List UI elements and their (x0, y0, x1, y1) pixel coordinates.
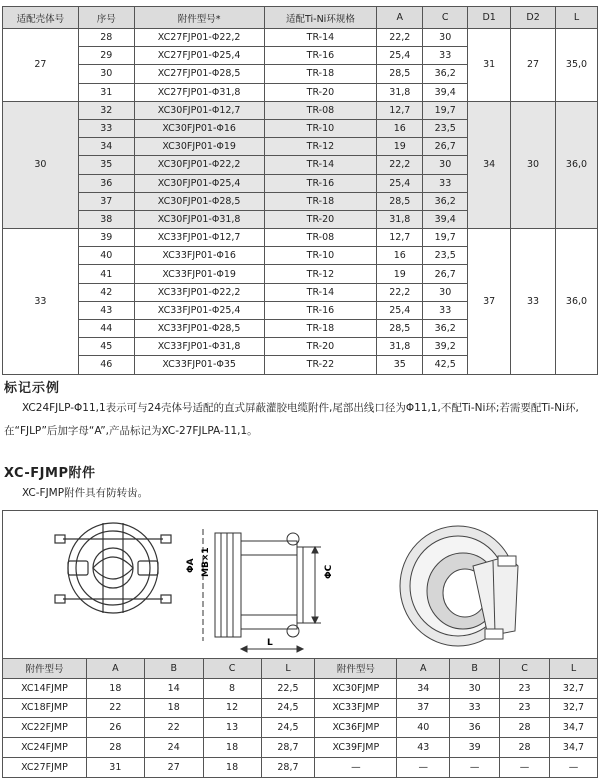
d1-cell: 31 (468, 29, 511, 102)
c-cell: 39,2 (423, 338, 468, 356)
c-cell: 39,4 (423, 83, 468, 101)
model-cell: XC27FJP01-Φ25,4 (134, 47, 264, 65)
ring-cell: TR-14 (264, 156, 377, 174)
c-cell: 26,7 (423, 265, 468, 283)
seq-cell: 35 (78, 156, 134, 174)
ring-cell: TR-18 (264, 65, 377, 83)
seq-cell: 44 (78, 320, 134, 338)
model-cell: XC33FJP01-Φ35 (134, 356, 264, 374)
shell-cell: 30 (3, 101, 79, 228)
l-cell-2: 32,7 (550, 698, 598, 718)
b-cell-2: 39 (450, 738, 500, 758)
model-cell: XC33FJP01-Φ19 (134, 265, 264, 283)
col-l: L (556, 7, 598, 29)
c-cell-2: 23 (500, 698, 550, 718)
c-cell: 23,5 (423, 247, 468, 265)
b-cell: 14 (144, 678, 203, 698)
fjmp-drawings (3, 511, 597, 658)
c-cell: 30 (423, 29, 468, 47)
table-row (3, 698, 598, 718)
d2-cell: 33 (511, 229, 556, 375)
a-cell: 12,7 (377, 229, 423, 247)
col-ring: 适配Ti-Ni环规格 (264, 7, 377, 29)
table-header-row (3, 659, 598, 679)
c-cell: 30 (423, 156, 468, 174)
a-cell: 22 (86, 698, 144, 718)
fjmp-figure (2, 510, 598, 658)
fjmp-desc: XC-FJMP附件具有防转齿。 (22, 487, 149, 499)
l-cell: 22,5 (261, 678, 315, 698)
a-cell-2: 43 (397, 738, 450, 758)
model-cell: XC27FJP01-Φ28,5 (134, 65, 264, 83)
l-cell-2: 34,7 (550, 718, 598, 738)
l-cell: 28,7 (261, 757, 315, 777)
a-cell: 22,2 (377, 156, 423, 174)
shell-cell: 33 (3, 229, 79, 375)
c-cell: 13 (203, 718, 261, 738)
fjmp-spec-table (2, 658, 598, 778)
a-cell: 31,8 (377, 210, 423, 228)
model-cell: XC30FJP01-Φ22,2 (134, 156, 264, 174)
front-view-drawing (55, 523, 171, 613)
model-cell: XC27FJP01-Φ22,2 (134, 29, 264, 47)
a-cell: 25,4 (377, 47, 423, 65)
col-d2: D2 (511, 7, 556, 29)
ring-cell: TR-14 (264, 283, 377, 301)
l-cell: 24,5 (261, 718, 315, 738)
ring-cell: TR-08 (264, 101, 377, 119)
col-l-2: L (550, 659, 598, 679)
model-cell: XC30FJP01-Φ25,4 (134, 174, 264, 192)
side-view-drawing (203, 529, 321, 652)
fjmp-title: XC-FJMP附件 (4, 466, 96, 481)
b-cell-2: 36 (450, 718, 500, 738)
model-cell-2: — (315, 757, 397, 777)
seq-cell: 34 (78, 138, 134, 156)
l-cell: 36,0 (556, 101, 598, 228)
shell-cell: 27 (3, 29, 79, 102)
seq-cell: 43 (78, 301, 134, 319)
ring-cell: TR-16 (264, 301, 377, 319)
ring-cell: TR-12 (264, 265, 377, 283)
seq-cell: 29 (78, 47, 134, 65)
a-cell-2: 37 (397, 698, 450, 718)
l-cell-2: 34,7 (550, 738, 598, 758)
model-cell-2: XC30FJMP (315, 678, 397, 698)
c-cell: 33 (423, 301, 468, 319)
table-header-row (3, 7, 598, 29)
col-c: C (423, 7, 468, 29)
table-row (3, 757, 598, 777)
ring-cell: TR-12 (264, 138, 377, 156)
col-a: A (86, 659, 144, 679)
a-cell: 31 (86, 757, 144, 777)
col-a-2: A (397, 659, 450, 679)
model-cell: XC33FJP01-Φ22,2 (134, 283, 264, 301)
a-cell: 16 (377, 119, 423, 137)
c-cell: 39,4 (423, 210, 468, 228)
col-a: A (377, 7, 423, 29)
l-cell: 35,0 (556, 29, 598, 102)
seq-cell: 39 (78, 229, 134, 247)
model-cell: XC30FJP01-Φ31,8 (134, 210, 264, 228)
a-cell: 35 (377, 356, 423, 374)
c-cell-2: 28 (500, 718, 550, 738)
ring-cell: TR-18 (264, 192, 377, 210)
c-cell: 36,2 (423, 65, 468, 83)
seq-cell: 30 (78, 65, 134, 83)
model-cell: XC22FJMP (3, 718, 87, 738)
d2-cell: 30 (511, 101, 556, 228)
c-cell: 33 (423, 47, 468, 65)
a-cell: 22,2 (377, 29, 423, 47)
ring-cell: TR-20 (264, 210, 377, 228)
col-d1: D1 (468, 7, 511, 29)
c-cell: 36,2 (423, 320, 468, 338)
model-cell: XC27FJP01-Φ31,8 (134, 83, 264, 101)
seq-cell: 32 (78, 101, 134, 119)
a-cell: 19 (377, 138, 423, 156)
d1-cell: 34 (468, 101, 511, 228)
c-cell: 33 (423, 174, 468, 192)
table-row (3, 718, 598, 738)
l-cell: 28,7 (261, 738, 315, 758)
l-cell-2: 32,7 (550, 678, 598, 698)
c-cell-2: — (500, 757, 550, 777)
model-cell-2: XC33FJMP (315, 698, 397, 718)
c-cell: 8 (203, 678, 261, 698)
a-cell-2: 40 (397, 718, 450, 738)
c-cell: 23,5 (423, 119, 468, 137)
table-row (3, 738, 598, 758)
seq-cell: 38 (78, 210, 134, 228)
model-cell: XC14FJMP (3, 678, 87, 698)
a-cell: 22,2 (377, 283, 423, 301)
a-cell: 28 (86, 738, 144, 758)
l-cell: 36,0 (556, 229, 598, 375)
a-cell: 18 (86, 678, 144, 698)
a-cell: 26 (86, 718, 144, 738)
c-cell: 36,2 (423, 192, 468, 210)
model-cell: XC24FJMP (3, 738, 87, 758)
table-row (3, 29, 598, 47)
ring-cell: TR-20 (264, 338, 377, 356)
seq-cell: 46 (78, 356, 134, 374)
col-seq: 序号 (78, 7, 134, 29)
dim-c-label: ΦC (324, 564, 334, 579)
ring-cell: TR-10 (264, 247, 377, 265)
model-cell: XC33FJP01-Φ16 (134, 247, 264, 265)
marking-text: XC24FJLP-Φ11,1表示可与24壳体号适配的直式屏蔽灌胶电缆附件,尾部出线口径为Φ11,1,不配Ti-Ni环;若需要配Ti-Ni环,在“FJLP”后加字母“A”,产品标记为XC-27FJLPA-11,1。 (4, 402, 579, 437)
b-cell: 18 (144, 698, 203, 718)
a-cell: 28,5 (377, 65, 423, 83)
ring-cell: TR-16 (264, 174, 377, 192)
model-cell-2: XC39FJMP (315, 738, 397, 758)
dim-l-label: L (267, 638, 273, 648)
a-cell: 28,5 (377, 320, 423, 338)
seq-cell: 41 (78, 265, 134, 283)
accessory-spec-table (2, 6, 598, 375)
c-cell: 19,7 (423, 101, 468, 119)
marking-title: 标记示例 (4, 381, 61, 396)
dim-b-label: MB×1 (201, 547, 211, 577)
model-cell: XC30FJP01-Φ12,7 (134, 101, 264, 119)
ring-cell: TR-18 (264, 320, 377, 338)
c-cell-2: 23 (500, 678, 550, 698)
model-cell: XC18FJMP (3, 698, 87, 718)
seq-cell: 31 (78, 83, 134, 101)
c-cell: 30 (423, 283, 468, 301)
model-cell: XC33FJP01-Φ31,8 (134, 338, 264, 356)
col-model: 附件型号 (3, 659, 87, 679)
c-cell: 19,7 (423, 229, 468, 247)
a-cell: 19 (377, 265, 423, 283)
l-cell-2: — (550, 757, 598, 777)
table-row (3, 678, 598, 698)
dim-a-label: ΦA (186, 558, 196, 573)
table-row (3, 229, 598, 247)
col-model: 附件型号* (134, 7, 264, 29)
ring-cell: TR-16 (264, 47, 377, 65)
c-cell-2: 28 (500, 738, 550, 758)
b-cell: 27 (144, 757, 203, 777)
col-model-2: 附件型号 (315, 659, 397, 679)
col-b: B (144, 659, 203, 679)
model-cell: XC27FJMP (3, 757, 87, 777)
a-cell: 28,5 (377, 192, 423, 210)
a-cell: 25,4 (377, 301, 423, 319)
model-cell-2: XC36FJMP (315, 718, 397, 738)
a-cell: 12,7 (377, 101, 423, 119)
c-cell: 26,7 (423, 138, 468, 156)
table-row (3, 101, 598, 119)
l-cell: 24,5 (261, 698, 315, 718)
b-cell-2: 30 (450, 678, 500, 698)
a-cell-2: — (397, 757, 450, 777)
col-b-2: B (450, 659, 500, 679)
ring-cell: TR-08 (264, 229, 377, 247)
perspective-view-drawing (400, 526, 518, 646)
seq-cell: 33 (78, 119, 134, 137)
ring-cell: TR-14 (264, 29, 377, 47)
ring-cell: TR-20 (264, 83, 377, 101)
model-cell: XC30FJP01-Φ19 (134, 138, 264, 156)
seq-cell: 37 (78, 192, 134, 210)
a-cell-2: 34 (397, 678, 450, 698)
c-cell: 18 (203, 738, 261, 758)
a-cell: 16 (377, 247, 423, 265)
d2-cell: 27 (511, 29, 556, 102)
b-cell: 24 (144, 738, 203, 758)
seq-cell: 36 (78, 174, 134, 192)
ring-cell: TR-10 (264, 119, 377, 137)
b-cell-2: 33 (450, 698, 500, 718)
seq-cell: 42 (78, 283, 134, 301)
b-cell: 22 (144, 718, 203, 738)
model-cell: XC30FJP01-Φ28,5 (134, 192, 264, 210)
a-cell: 31,8 (377, 83, 423, 101)
col-c-2: C (500, 659, 550, 679)
b-cell-2: — (450, 757, 500, 777)
seq-cell: 45 (78, 338, 134, 356)
col-shell: 适配壳体号 (3, 7, 79, 29)
seq-cell: 40 (78, 247, 134, 265)
col-l: L (261, 659, 315, 679)
a-cell: 31,8 (377, 338, 423, 356)
model-cell: XC33FJP01-Φ12,7 (134, 229, 264, 247)
c-cell: 18 (203, 757, 261, 777)
a-cell: 25,4 (377, 174, 423, 192)
seq-cell: 28 (78, 29, 134, 47)
c-cell: 42,5 (423, 356, 468, 374)
d1-cell: 37 (468, 229, 511, 375)
model-cell: XC30FJP01-Φ16 (134, 119, 264, 137)
c-cell: 12 (203, 698, 261, 718)
model-cell: XC33FJP01-Φ25,4 (134, 301, 264, 319)
model-cell: XC33FJP01-Φ28,5 (134, 320, 264, 338)
col-c: C (203, 659, 261, 679)
ring-cell: TR-22 (264, 356, 377, 374)
